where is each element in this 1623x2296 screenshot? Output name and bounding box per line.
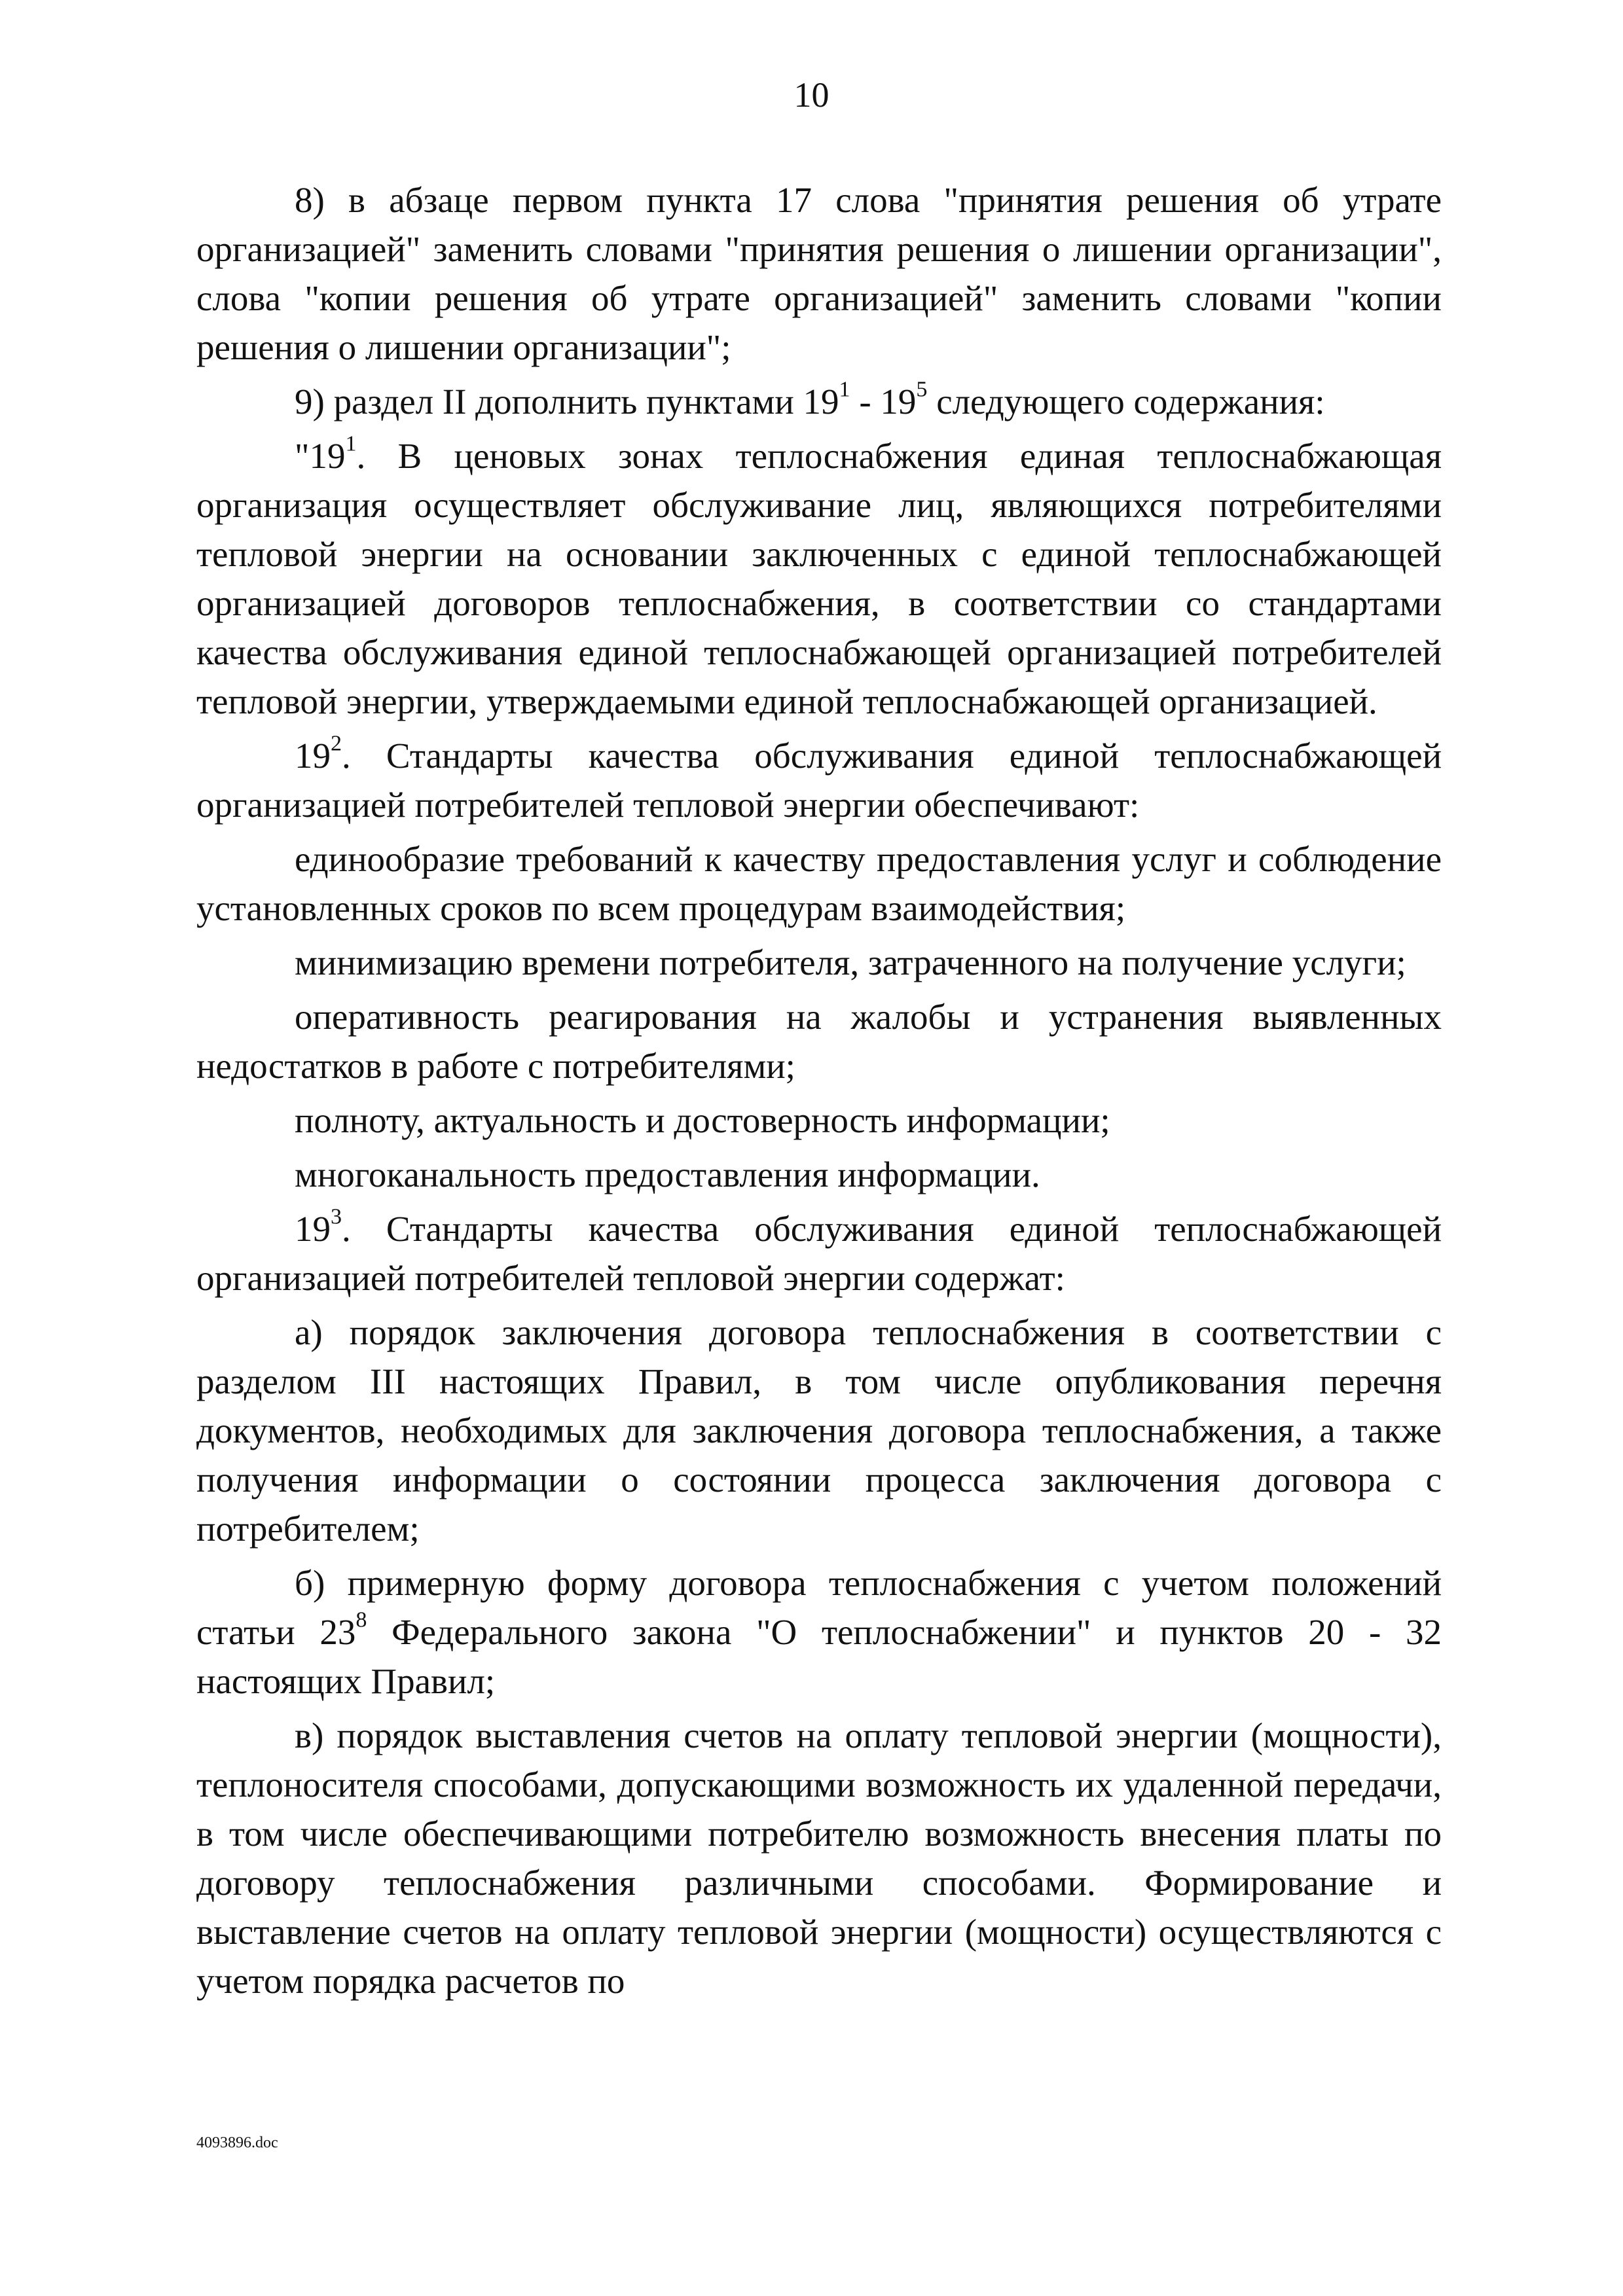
paragraph-completeness: полноту, актуальность и достоверность информации; [295, 1100, 1110, 1140]
paragraph-19-2: $19^2$. Стандарты качества обслуживания единой теплоснабжающей организацией потребителей тепловой энергии обеспечивают: [196, 731, 1442, 825]
paragraph-item-v: в) порядок выставления счетов на оплату тепловой энергии (мощности), теплоносителя способами, допускающими возможность их удаленной передачи, в том числе обеспечивающими потребителю возможность внесения платы по договору теплоснабжения различными способами. Формирование и выставление счетов на оплату тепловой энергии (мощности) осуществляются с учетом порядка расчетов по [196, 1715, 1442, 2001]
paragraph-item-9: 9) раздел II дополнить пунктами $19^1 - 19^5$ следующего содержания: [295, 377, 1325, 422]
paragraph-multichannel: многоканальность предоставления информации. [295, 1155, 1040, 1194]
paragraph-item-b: б) примерную форму договора теплоснабжения с учетом положений статьи $23^8$ Федерального закона "О теплоснабжении" и пунктов 20 - 32 настоящих Правил; [196, 1563, 1442, 1701]
paragraph-item-a: а) порядок заключения договора теплоснабжения в соответствии с разделом III настоящих Правил, в том числе опубликования перечня документов, необходимых для заключения договора теплоснабжения, а также получения информации о состоянии процесса заключения договора с потребителем; [196, 1312, 1442, 1549]
paragraph-responsiveness: оперативность реагирования на жалобы и устранения выявленных недостатков в работе с потребителями; [196, 997, 1442, 1086]
page-number: 10 [793, 75, 830, 115]
paragraph-19-1: "$19^1$. В ценовых зонах теплоснабжения единая теплоснабжающая организация осуществляет обслуживание лиц, являющихся потребителями тепловой энергии на основании заключенных с единой теплоснабжающей организацией договоров теплоснабжения, в соответствии со стандартами качества обслуживания единой теплоснабжающей организацией потребителей тепловой энергии, утверждаемыми единой теплоснабжающей организацией. [196, 431, 1442, 721]
paragraph-19-3: $19^3$. Стандарты качества обслуживания единой теплоснабжающей организацией потребителей тепловой энергии содержат: [196, 1204, 1442, 1298]
paragraph-minimization: минимизацию времени потребителя, затраченного на получение услуги; [295, 942, 1406, 982]
paragraph-uniformity: единообразие требований к качеству предоставления услуг и соблюдение установленных сроков по всем процедурам взаимодействия; [196, 839, 1442, 928]
document-body [196, 175, 1442, 2005]
paragraph-item-8: 8) в абзаце первом пункта 17 слова "принятия решения об утрате организацией" заменить словами "принятия решения о лишении организации", слова "копии решения об утрате организацией" заменить словами "копии решения о лишении организации"; [196, 180, 1442, 367]
footer-filename: 4093896.doc [196, 2134, 278, 2151]
